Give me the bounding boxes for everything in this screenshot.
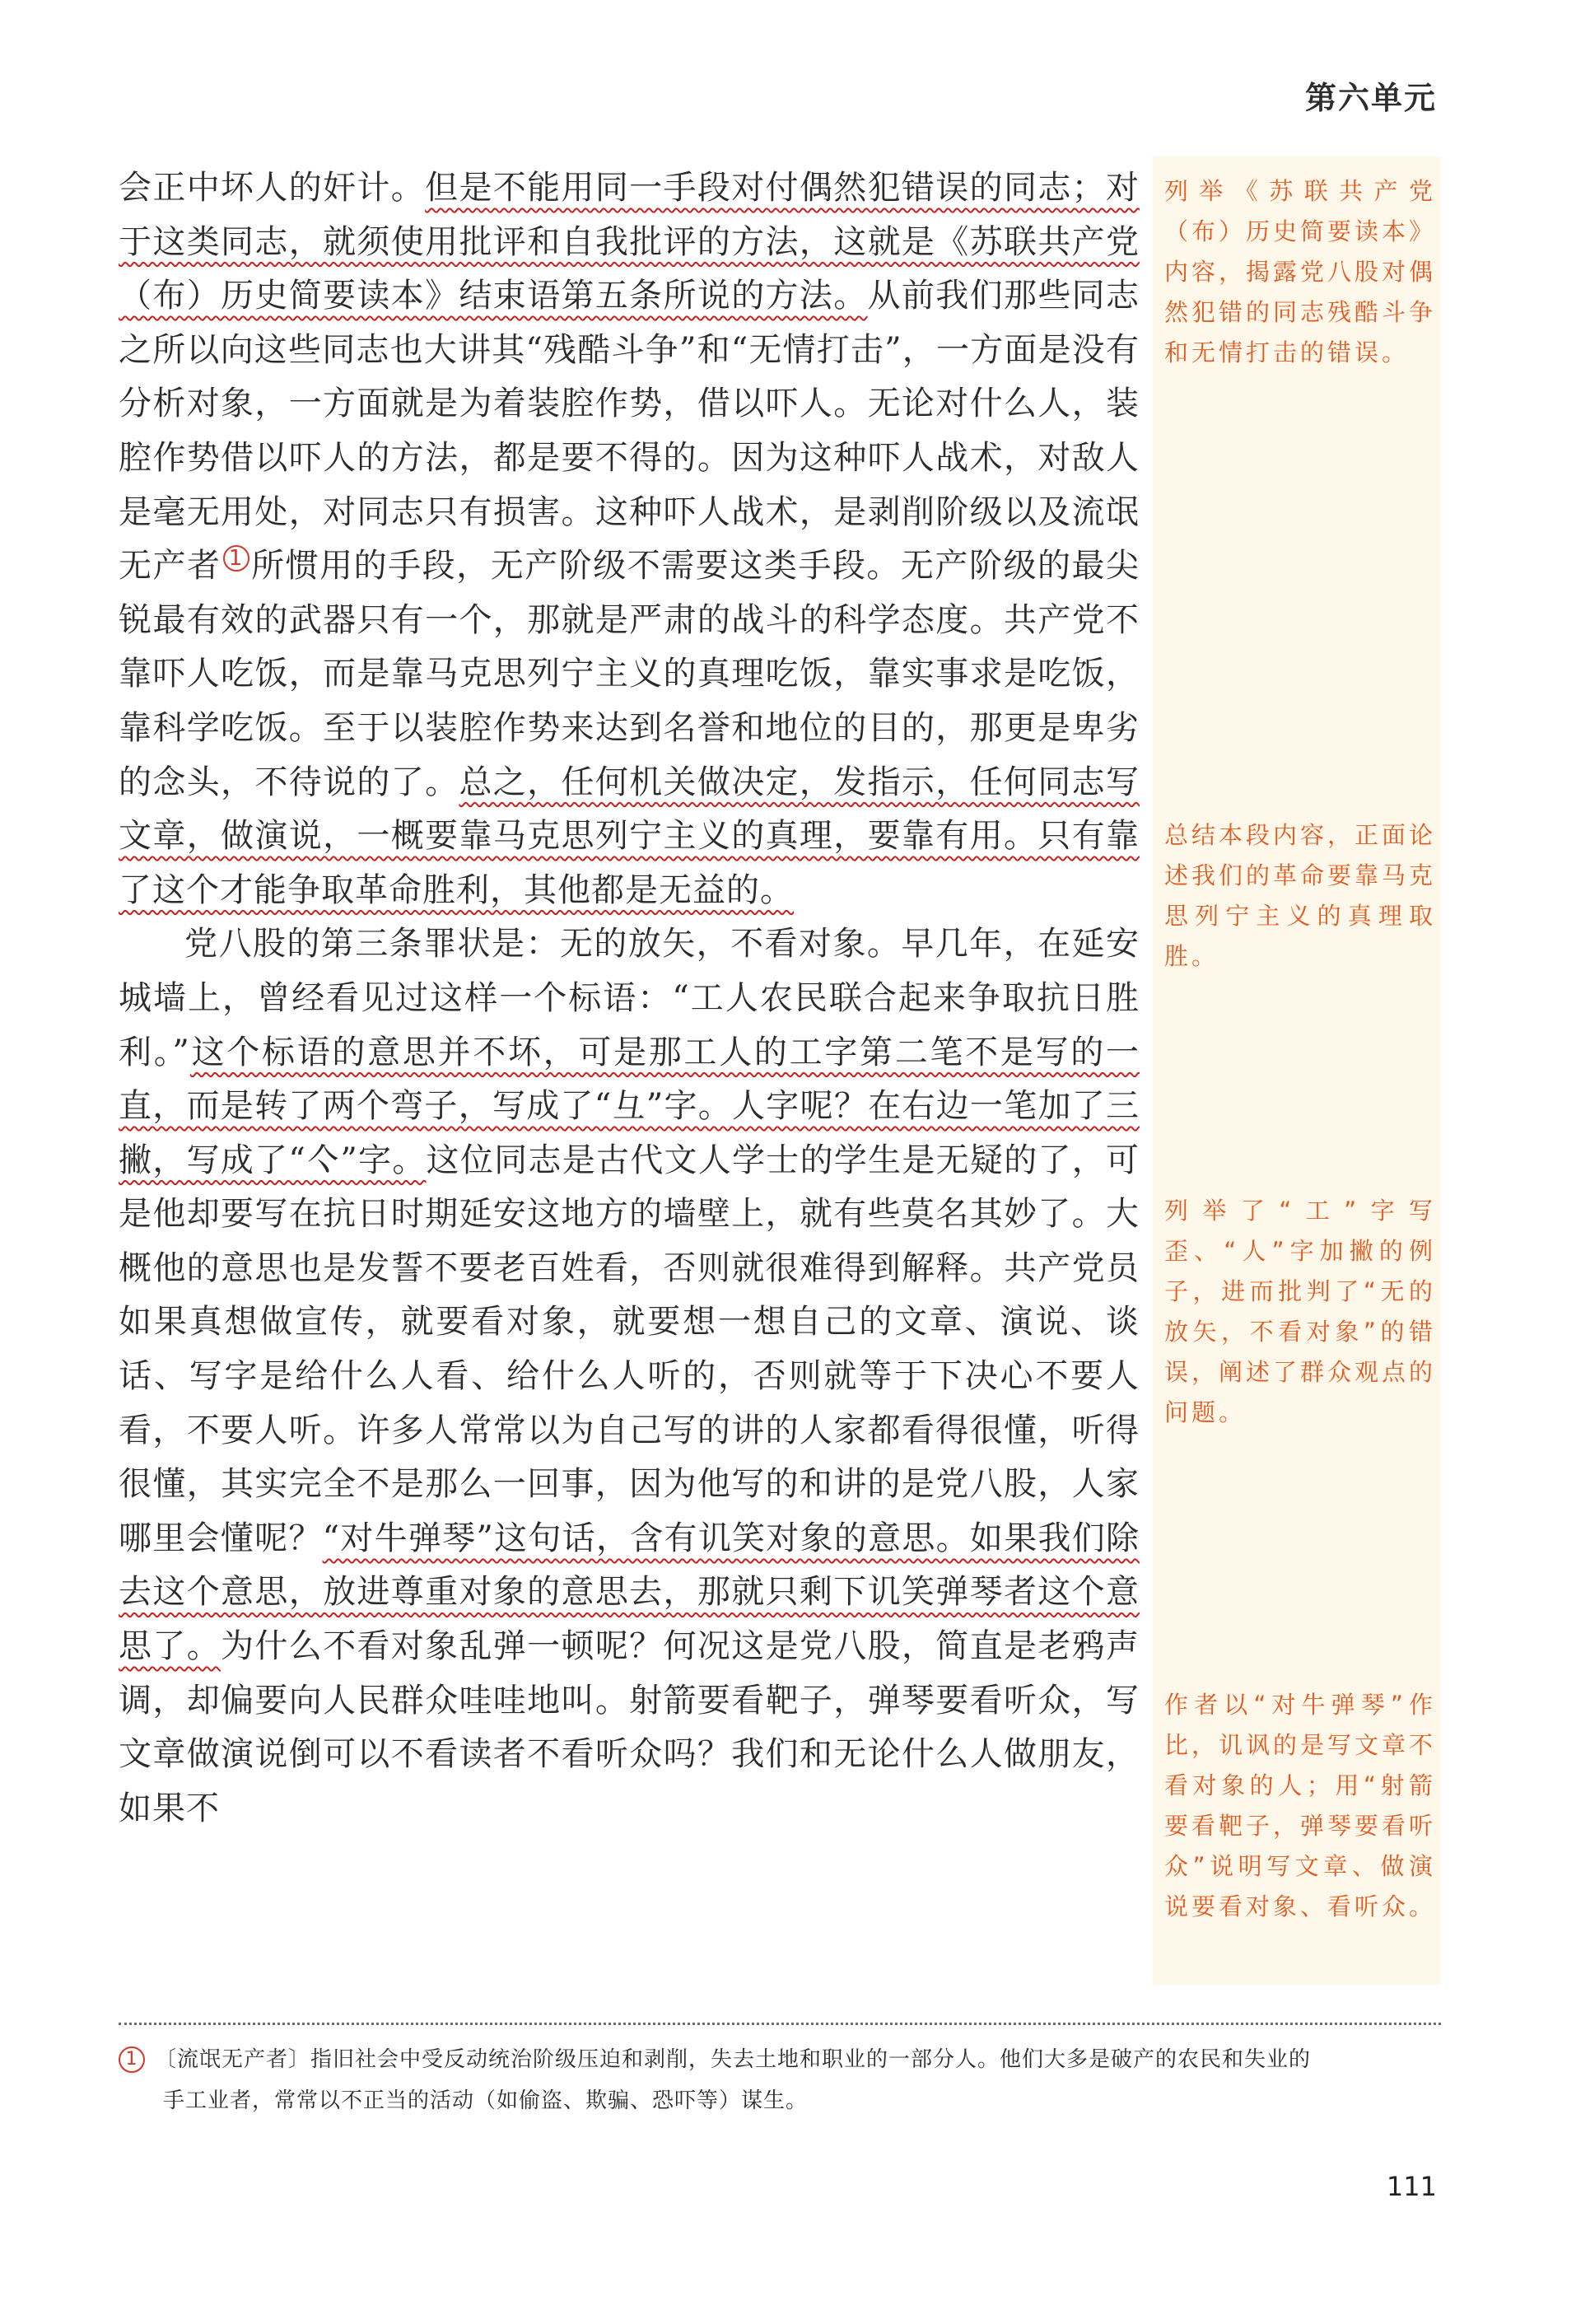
text-run: 从前我们那些同志之所以向这些同志也大讲其“残酷斗争”和“无情打击”，一方面是没有分析对象，一方面就是为着装腔作势，借以吓人。无论对什么人，装腔作势借以吓人的方法，都是要不得的。因为这种吓人战术，对敌人是毫无用处，对同志只有损害。这种吓人战术，是剥削阶级以及流氓无产者 <box>119 277 1140 586</box>
wavy-underlined-text: 总之，任何机关做决定，发指示，任何同志写文章，做演说，一概要靠马克思列宁主义的真理，要靠有用。只有靠了这个才能争取革命胜利，其他都是无益的。 <box>119 763 1140 909</box>
footnote-marker: 1 <box>119 2046 145 2073</box>
footnote <box>119 2039 1444 2121</box>
margin-note-2: 总结本段内容，正面论述我们的革命要靠马克思列宁主义的真理取胜。 <box>1164 821 1437 970</box>
text-run: 会正中坏人的奸计。 <box>119 169 426 207</box>
text-run: 党八股的第三条罪状是：无的放矢，不看对象。早几年，在延安城墙上，曾经看见过这样一个标语：“工人农民联合起来争取抗日胜利。” <box>119 925 1140 1071</box>
wavy-underlined-text: “对牛弹琴”这句话，含有讥笑对象的意思。如果我们除去这个意思，放进尊重对象的意思去，那就只剩下讥笑弹琴者这个意思了。 <box>119 1519 1140 1666</box>
margin-note-3: 列举了“工”字写歪、“人”字加撇的例子，进而批判了“无的放矢，不看对象”的错误，阐述了群众观点的问题。 <box>1164 1197 1437 1426</box>
paragraph <box>119 161 1140 917</box>
text-run: 这位同志是古代文人学士的学生是无疑的了，可是他却要写在抗日时期延安这地方的墙壁上，就有些莫名其妙了。大概他的意思也是发誓不要老百姓看，否则就很难得到解释。共产党员如果真想做宣传，就要看对象，就要想一想自己的文章、演说、谈话、写字是给什么人看、给什么人听的，否则就等于下决心不要人看，不要人听。许多人常常以为自己写的讲的人家都看得很懂，听得很懂，其实完全不是那么一回事，因为他写的和讲的是党八股，人家哪里会懂呢？ <box>119 1141 1140 1557</box>
body-text <box>119 161 1140 1836</box>
text-run: 所惯用的手段，无产阶级不需要这类手段。无产阶级的最尖锐最有效的武器只有一个，那就是严肃的战斗的科学态度。共产党不靠吓人吃饭，而是靠马克思列宁主义的真理吃饭，靠实事求是吃饭，靠科学吃饭。至于以装腔作势来达到名誉和地位的目的，那更是卑劣的念头，不待说的了。 <box>119 547 1140 801</box>
wavy-underlined-text: 但是不能用同一手段对付偶然犯错误的同志；对于这类同志，就须使用批评和自我批评的方法，这就是《苏联共产党（布）历史简要读本》结束语第五条所说的方法。 <box>119 169 1140 315</box>
paragraph <box>119 917 1140 1836</box>
wavy-underlined-text: 这个标语的意思并不坏，可是那工人的工字第二笔不是写的一直，而是转了两个弯子，写成了“彑”字。人字呢？在右边一笔加了三撇，写成了“亽”字。 <box>119 1033 1140 1179</box>
margin-note-4: 作者以“对牛弹琴”作比，讥讽的是写文章不看对象的人；用“射箭要看靶子，弹琴要看听众”说明写文章、做演说要看对象、看听众。 <box>1164 1691 1437 1920</box>
page-number: 111 <box>1386 2171 1437 2202</box>
text-run: 为什么不看对象乱弹一顿呢？何况这是党八股，简直是老鸦声调，却偏要向人民群众哇哇地叫。射箭要看靶子，弹琴要看听众，写文章做演说倒可以不看读者不看听众吗？我们和无论什么人做朋友，如果不 <box>119 1627 1140 1827</box>
margin-note-1: 列举《苏联共产党（布）历史简要读本》内容，揭露党八股对偶然犯错的同志残酷斗争和无情打击的错误。 <box>1164 177 1437 366</box>
footnote-reference[interactable]: 1 <box>223 545 249 572</box>
footnote-line-1: 〔流氓无产者〕指旧社会中受反动统治阶级压迫和剥削，失去土地和职业的一部分人。他们大多是破产的农民和失业的 <box>155 2047 1312 2072</box>
unit-title: 第六单元 <box>1304 80 1437 116</box>
footnote-line-2: 手工业者，常常以不正当的活动（如偷盗、欺骗、恐吓等）谋生。 <box>163 2088 809 2113</box>
footnote-divider <box>119 2023 1441 2025</box>
